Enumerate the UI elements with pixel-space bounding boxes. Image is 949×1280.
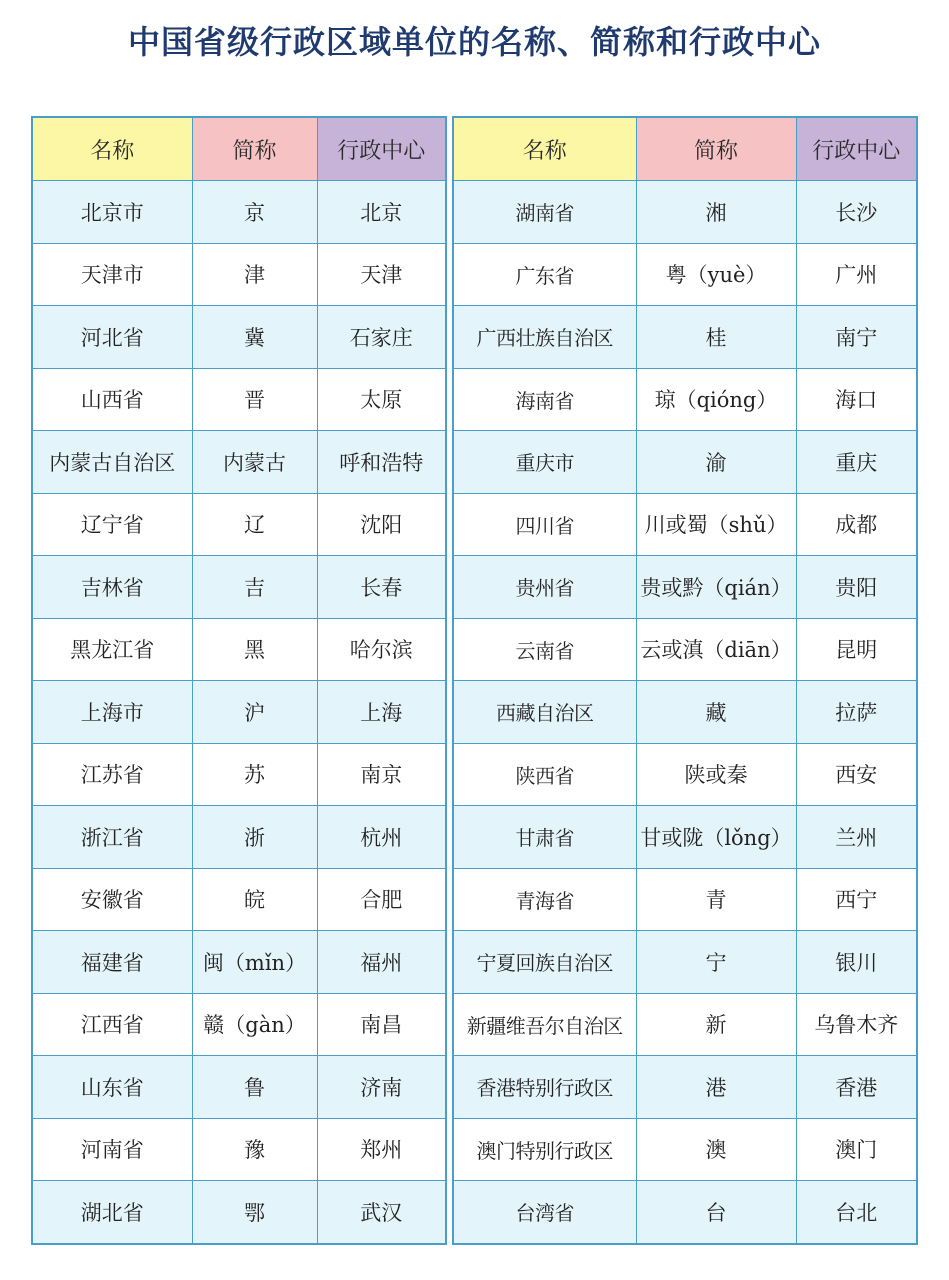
cell-capital: 福州: [317, 931, 446, 994]
cell-abbreviation: 皖: [192, 868, 317, 931]
table-row: [32, 306, 446, 369]
cell-name: 四川省: [453, 493, 636, 556]
cell-capital: 呼和浩特: [317, 431, 446, 494]
table-body-right: [453, 181, 917, 1244]
cell-abbreviation: 粤（yuè）: [636, 243, 796, 306]
cell-abbreviation: 台: [636, 1181, 796, 1244]
table-row: [453, 493, 917, 556]
cell-abbreviation: 赣（gàn）: [192, 993, 317, 1056]
cell-capital: 石家庄: [317, 306, 446, 369]
cell-capital: 南昌: [317, 993, 446, 1056]
cell-name: 广西壮族自治区: [453, 306, 636, 369]
cell-abbreviation: 黑: [192, 618, 317, 681]
cell-abbreviation: 鲁: [192, 1056, 317, 1119]
table-row: [32, 556, 446, 619]
cell-name: 青海省: [453, 868, 636, 931]
cell-name: 贵州省: [453, 556, 636, 619]
cell-capital: 昆明: [796, 618, 917, 681]
table-row: [453, 868, 917, 931]
cell-name: 吉林省: [32, 556, 192, 619]
cell-abbreviation: 新: [636, 993, 796, 1056]
table-row: [453, 243, 917, 306]
cell-abbreviation: 陕或秦: [636, 743, 796, 806]
cell-abbreviation: 青: [636, 868, 796, 931]
table-row: [32, 1056, 446, 1119]
table-row: [453, 1056, 917, 1119]
cell-abbreviation: 沪: [192, 681, 317, 744]
header-abbreviation: 简称: [192, 117, 317, 181]
table-row: [453, 806, 917, 869]
cell-capital: 重庆: [796, 431, 917, 494]
cell-name: 安徽省: [32, 868, 192, 931]
cell-abbreviation: 辽: [192, 493, 317, 556]
cell-name: 黑龙江省: [32, 618, 192, 681]
cell-name: 湖南省: [453, 181, 636, 244]
cell-abbreviation: 豫: [192, 1118, 317, 1181]
cell-name: 澳门特别行政区: [453, 1118, 636, 1181]
cell-abbreviation: 桂: [636, 306, 796, 369]
cell-capital: 郑州: [317, 1118, 446, 1181]
cell-capital: 天津: [317, 243, 446, 306]
cell-abbreviation: 澳: [636, 1118, 796, 1181]
table-row: [453, 368, 917, 431]
cell-capital: 香港: [796, 1056, 917, 1119]
cell-capital: 兰州: [796, 806, 917, 869]
cell-capital: 广州: [796, 243, 917, 306]
cell-name: 河南省: [32, 1118, 192, 1181]
cell-capital: 西宁: [796, 868, 917, 931]
table-row: [32, 868, 446, 931]
cell-capital: 太原: [317, 368, 446, 431]
table-row: [453, 306, 917, 369]
table-row: [32, 806, 446, 869]
cell-capital: 长沙: [796, 181, 917, 244]
cell-abbreviation: 渝: [636, 431, 796, 494]
table-row: [453, 993, 917, 1056]
header-name: 名称: [453, 117, 636, 181]
table-row: [453, 1181, 917, 1244]
table-row: [32, 493, 446, 556]
cell-capital: 武汉: [317, 1181, 446, 1244]
table-row: [32, 743, 446, 806]
page-title: 中国省级行政区域单位的名称、简称和行政中心: [127, 23, 821, 61]
table-row: [32, 618, 446, 681]
cell-name: 台湾省: [453, 1181, 636, 1244]
header-name: 名称: [32, 117, 192, 181]
cell-capital: 贵阳: [796, 556, 917, 619]
cell-name: 香港特别行政区: [453, 1056, 636, 1119]
cell-name: 福建省: [32, 931, 192, 994]
cell-name: 宁夏回族自治区: [453, 931, 636, 994]
table-row: [32, 681, 446, 744]
cell-capital: 拉萨: [796, 681, 917, 744]
cell-abbreviation: 闽（mǐn）: [192, 931, 317, 994]
cell-name: 浙江省: [32, 806, 192, 869]
table-row: [453, 618, 917, 681]
cell-name: 云南省: [453, 618, 636, 681]
province-table-right: [452, 116, 918, 1245]
header-capital: 行政中心: [317, 117, 446, 181]
cell-capital: 成都: [796, 493, 917, 556]
cell-abbreviation: 港: [636, 1056, 796, 1119]
cell-abbreviation: 宁: [636, 931, 796, 994]
cell-name: 辽宁省: [32, 493, 192, 556]
cell-capital: 乌鲁木齐: [796, 993, 917, 1056]
table-row: [453, 181, 917, 244]
cell-name: 天津市: [32, 243, 192, 306]
cell-abbreviation: 贵或黔（qián）: [636, 556, 796, 619]
table-row: [32, 931, 446, 994]
cell-abbreviation: 苏: [192, 743, 317, 806]
cell-capital: 沈阳: [317, 493, 446, 556]
cell-abbreviation: 内蒙古: [192, 431, 317, 494]
cell-capital: 北京: [317, 181, 446, 244]
table-row: [453, 931, 917, 994]
header-capital: 行政中心: [796, 117, 917, 181]
cell-capital: 银川: [796, 931, 917, 994]
table-row: [453, 1118, 917, 1181]
cell-abbreviation: 吉: [192, 556, 317, 619]
cell-name: 西藏自治区: [453, 681, 636, 744]
cell-abbreviation: 冀: [192, 306, 317, 369]
cell-name: 江西省: [32, 993, 192, 1056]
table-row: [453, 681, 917, 744]
table-row: [32, 1118, 446, 1181]
cell-capital: 济南: [317, 1056, 446, 1119]
table-row: [32, 431, 446, 494]
cell-capital: 上海: [317, 681, 446, 744]
cell-abbreviation: 津: [192, 243, 317, 306]
cell-capital: 哈尔滨: [317, 618, 446, 681]
cell-name: 广东省: [453, 243, 636, 306]
table-row: [32, 368, 446, 431]
header-row: [453, 117, 917, 181]
cell-name: 山东省: [32, 1056, 192, 1119]
cell-abbreviation: 京: [192, 181, 317, 244]
table-row: [32, 993, 446, 1056]
cell-name: 江苏省: [32, 743, 192, 806]
cell-name: 海南省: [453, 368, 636, 431]
table-row: [32, 181, 446, 244]
cell-capital: 长春: [317, 556, 446, 619]
table-row: [32, 243, 446, 306]
table-row: [453, 556, 917, 619]
header-abbreviation: 简称: [636, 117, 796, 181]
table-row: [453, 431, 917, 494]
cell-abbreviation: 甘或陇（lǒng）: [636, 806, 796, 869]
table-row: [453, 743, 917, 806]
cell-abbreviation: 川或蜀（shǔ）: [636, 493, 796, 556]
cell-name: 甘肃省: [453, 806, 636, 869]
cell-abbreviation: 湘: [636, 181, 796, 244]
cell-abbreviation: 鄂: [192, 1181, 317, 1244]
cell-capital: 南京: [317, 743, 446, 806]
table-body-left: [32, 181, 446, 1244]
cell-name: 北京市: [32, 181, 192, 244]
cell-capital: 杭州: [317, 806, 446, 869]
cell-capital: 南宁: [796, 306, 917, 369]
cell-abbreviation: 云或滇（diān）: [636, 618, 796, 681]
cell-capital: 台北: [796, 1181, 917, 1244]
cell-name: 山西省: [32, 368, 192, 431]
cell-abbreviation: 晋: [192, 368, 317, 431]
header-row: [32, 117, 446, 181]
cell-abbreviation: 藏: [636, 681, 796, 744]
province-table-left: [31, 116, 447, 1245]
cell-capital: 澳门: [796, 1118, 917, 1181]
cell-name: 新疆维吾尔自治区: [453, 993, 636, 1056]
cell-capital: 西安: [796, 743, 917, 806]
cell-name: 重庆市: [453, 431, 636, 494]
cell-abbreviation: 琼（qióng）: [636, 368, 796, 431]
table-row: [32, 1181, 446, 1244]
cell-capital: 海口: [796, 368, 917, 431]
cell-name: 陕西省: [453, 743, 636, 806]
cell-name: 湖北省: [32, 1181, 192, 1244]
cell-name: 上海市: [32, 681, 192, 744]
cell-abbreviation: 浙: [192, 806, 317, 869]
cell-name: 河北省: [32, 306, 192, 369]
cell-capital: 合肥: [317, 868, 446, 931]
cell-name: 内蒙古自治区: [32, 431, 192, 494]
